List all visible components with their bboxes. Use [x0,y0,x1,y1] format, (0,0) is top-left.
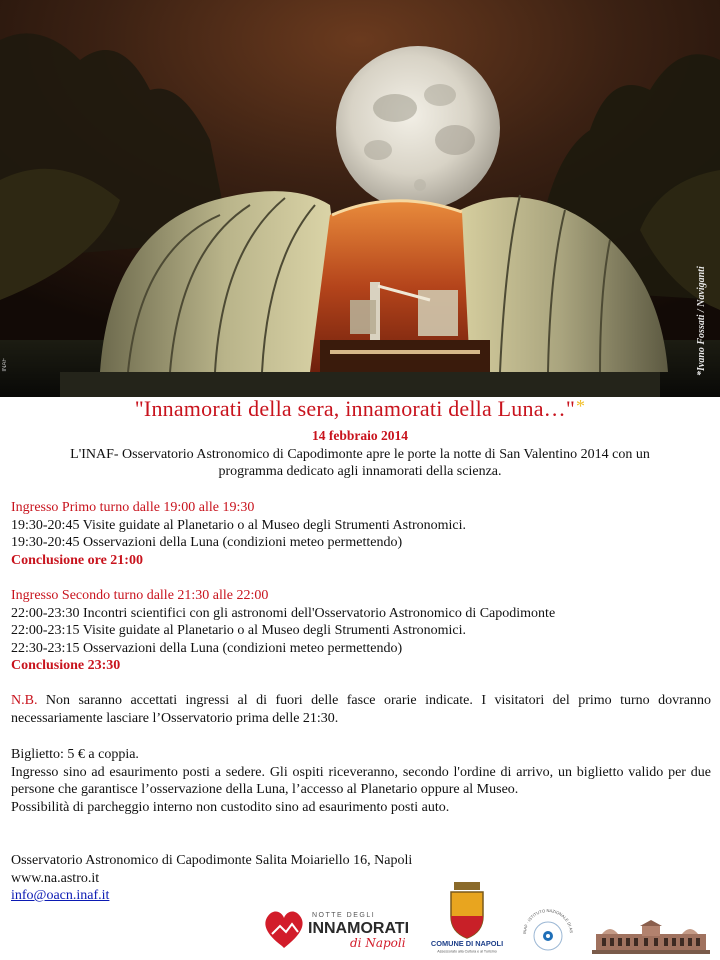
intro-line: programma dedicato agli innamorati della scienza. [218,464,502,479]
schedule-item: 19:30-20:45 Osservazioni della Luna (condizioni meteo permettendo) [11,535,403,550]
logo-comune-text: COMUNE DI NAPOLI [430,939,504,948]
logo-comune-sub: Assessorato alla Cultura e al Turismo [437,949,497,954]
photo-credit-small: INAF [2,358,8,372]
logo-inaf-ring: INAF · ISTITUTO NAZIONALE DI AS [521,908,575,935]
note-section [11,692,711,727]
intro-line: L'INAF- Osservatorio Astronomico di Capodimonte apre le porte la notte di San Valentino 2014 con un [70,447,650,462]
second-slot-heading: Ingresso Secondo turno dalle 21:30 alle 22:00 [11,588,269,603]
website: www.na.astro.it [11,870,100,886]
notte-innamorati-logo [262,906,410,952]
inaf-emblem-icon [518,908,578,954]
ticket-info-section [11,746,711,816]
entry-info: Ingresso sino ad esaurimento posti a sedere. Gli ospiti riceveranno, secondo l'ordine di arrivo, un biglietto valido per due persone che garantisce l’osservazione della Luna, l’accesso al Planetario oppure al Museo. [11,764,711,797]
logo-notte-script: di Napoli [350,936,406,950]
schedule-item: 22:00-23:15 Visite guidate al Planetario o al Museo degli Strumenti Astronomici. [11,623,467,638]
note-paragraph [11,692,711,727]
parking-info: Possibilità di parcheggio interno non custodito sino ad esaurimento posti auto. [11,799,450,815]
note-label: N.B. [11,693,38,708]
napoli-crest-icon [426,882,508,954]
observatory-building-icon [592,920,710,954]
first-slot-section [11,499,711,569]
contact-section [11,852,711,905]
first-slot-heading: Ingresso Primo turno dalle 19:00 alle 19:30 [11,500,255,515]
schedule-item: 19:30-20:45 Visite guidate al Planetario o al Museo degli Strumenti Astronomici. [11,517,467,533]
address: Osservatorio Astronomico di Capodimonte Salita Moiariello 16, Napoli [11,853,413,868]
inaf-logo [518,908,578,954]
logo-notte-top: NOTTE DEGLI [312,912,376,919]
title-asterisk: * [576,396,586,416]
second-slot-conclusion: Conclusione 23:30 [11,658,121,673]
logo-notte-main: INNAMORATI [308,920,410,937]
poster-title-text: "Innamorati della sera, innamorati della Luna…" [134,396,576,421]
observatory-photo [0,0,720,397]
observatory-illustration [0,0,720,397]
second-slot-section [11,587,711,675]
photo-credit: *Ivano Fossati / Naviganti [696,266,707,376]
note-text: Non saranno accettati ingressi al di fuori delle fasce orarie indicate. I visitatori del primo turno dovranno necessariamente lasciare l’Osservatorio prima delle 21:30. [11,693,711,726]
schedule-item: 22:00-23:30 Incontri scientifici con gli astronomi dell'Osservatorio Astronomico di Capodimonte [11,605,556,621]
email-link[interactable]: info@oacn.inaf.it [11,888,110,903]
comune-napoli-logo [426,882,508,954]
schedule-item: 22:30-23:15 Osservazioni della Luna (condizioni meteo permettendo) [11,640,403,656]
event-date: 14 febbraio 2014 [312,428,408,443]
ticket-price: Biglietto: 5 € a coppia. [11,747,139,762]
observatory-building-logo [592,920,710,954]
first-slot-conclusion: Conclusione ore 21:00 [11,552,143,568]
intro-paragraph [0,446,720,480]
heart-logo-icon [262,906,410,952]
poster-title [0,396,720,422]
